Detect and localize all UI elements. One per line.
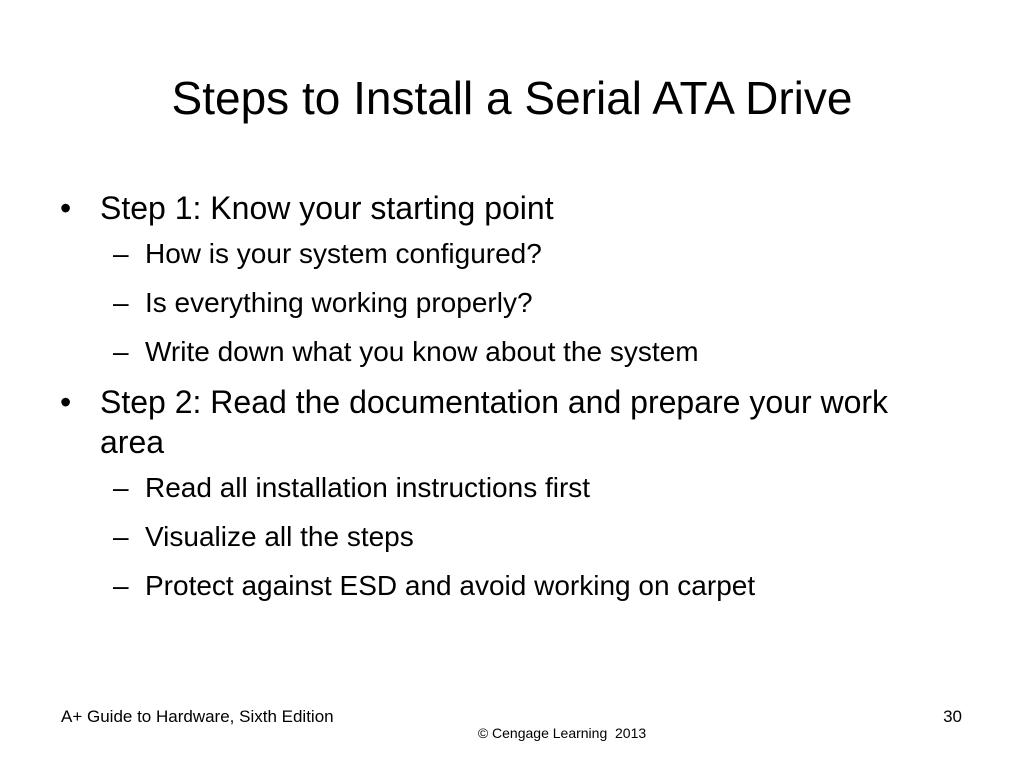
sub-bullet-item [60, 284, 960, 322]
footer-page-number: 30 [943, 707, 962, 726]
slide-title: Steps to Install a Serial ATA Drive [171, 72, 853, 124]
sub-list [60, 469, 960, 605]
bullet-item [60, 188, 960, 228]
sub-list [60, 235, 960, 371]
dash-marker-icon: – [113, 238, 129, 269]
bullet-text: Step 1: Know your starting point [100, 190, 554, 226]
sub-bullet-item [60, 518, 960, 556]
sub-bullet-text: How is your system configured? [145, 238, 542, 269]
sub-bullet-item [60, 235, 960, 273]
dash-marker-icon: – [113, 336, 129, 367]
sub-bullet-text: Visualize all the steps [145, 521, 414, 552]
sub-bullet-text: Protect against ESD and avoid working on carpet [145, 570, 756, 601]
sub-bullet-item [60, 333, 960, 371]
footer-book-title: A+ Guide to Hardware, Sixth Edition [61, 707, 334, 726]
sub-bullet-item [60, 567, 960, 605]
sub-bullet-text: Is everything working properly? [145, 287, 533, 318]
footer-copyright: © Cengage Learning 2013 [477, 725, 647, 741]
dash-marker-icon: – [113, 570, 129, 601]
dash-marker-icon: – [113, 472, 129, 503]
dash-marker-icon: – [113, 287, 129, 318]
bullet-text: Step 2: Read the documentation and prepare your work area [100, 384, 889, 460]
bullet-marker-icon: • [60, 190, 72, 226]
dash-marker-icon: – [113, 521, 129, 552]
sub-bullet-text: Read all installation instructions first [145, 472, 591, 503]
sub-bullet-item [60, 469, 960, 507]
slide-content [60, 188, 960, 616]
bullet-item [60, 382, 960, 462]
bullet-marker-icon: • [60, 384, 72, 420]
sub-bullet-text: Write down what you know about the system [145, 336, 699, 367]
